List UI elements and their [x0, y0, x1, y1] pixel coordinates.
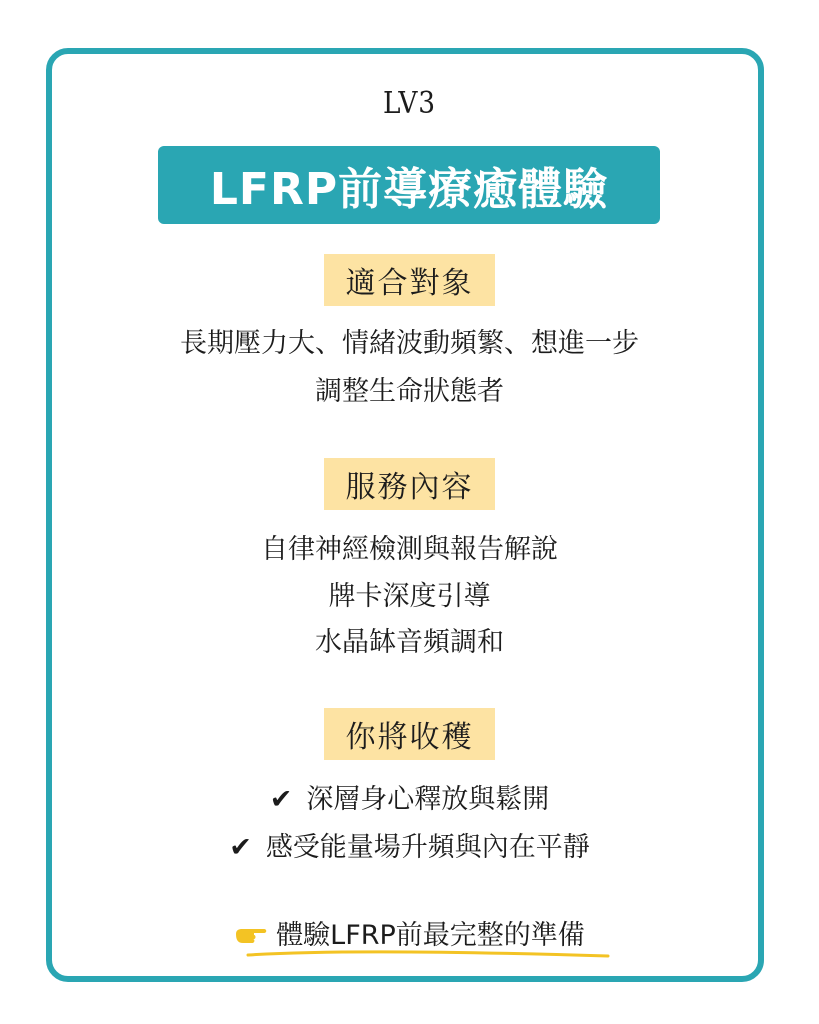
benefit-text-2: 感受能量場升頻與內在平靜 [265, 832, 590, 863]
benefit-item-1 [0, 782, 819, 818]
service-line-2: 牌卡深度引導 [328, 581, 491, 612]
benefit-item-2 [0, 830, 819, 866]
check-icon: ✔ [269, 784, 293, 815]
level-label: LV3 [383, 86, 436, 121]
footer-underline [246, 947, 610, 961]
page-title: LFRP前導療癒體驗 [209, 164, 609, 215]
section-tag-benefits: 你將收穫 [324, 708, 495, 760]
check-icon: ✔ [229, 832, 252, 863]
benefit-text-1: 深層身心釋放與鬆開 [306, 784, 550, 815]
section-tag-audience: 適合對象 [324, 254, 495, 306]
section-tag-services: 服務內容 [324, 458, 495, 510]
service-line-1: 自律神經檢測與報告解說 [261, 534, 558, 565]
audience-line-1: 長期壓力大、情緒波動頻繁、想進一步 [180, 328, 639, 359]
title-banner [158, 146, 660, 224]
audience-line-2: 調整生命狀態者 [315, 376, 504, 407]
footer-text: 體驗LFRP前最完整的準備 [276, 920, 585, 951]
service-line-3: 水晶缽音頻調和 [315, 627, 504, 658]
